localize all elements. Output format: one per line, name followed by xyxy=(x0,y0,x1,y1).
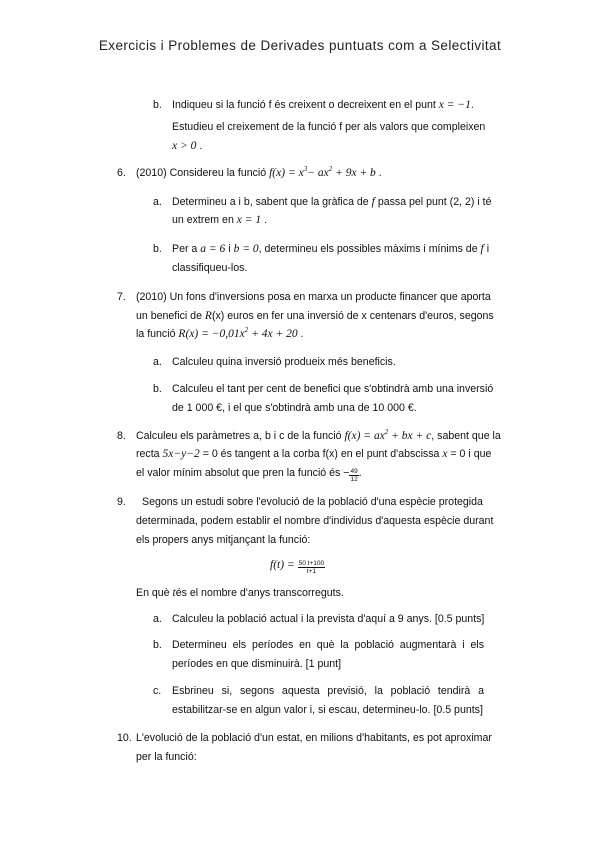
formula-lhs: f(t) = xyxy=(270,559,295,571)
item-b-line2: Estudieu el creixement de la funció f per als valors que compleixen xyxy=(172,121,486,133)
problem-6-text: (2010) Considereu la funció xyxy=(136,167,267,179)
item-b-line3: x > 0 . xyxy=(172,140,203,152)
formula-numerator: 50 t+100 xyxy=(298,560,325,567)
problem-9-line3: els propers anys mitjançant la funció: xyxy=(136,534,311,546)
p6-a-text-b: passa pel punt (2, 2) i té xyxy=(377,196,492,208)
min-denominator: 12 xyxy=(350,476,358,483)
p6-a-f: f xyxy=(371,196,375,208)
p6-a-text: Determineu a i b, sabent que la gràfica de xyxy=(172,196,369,208)
item-b-text: Indiqueu si la funció f és creixent o decreixent en el punt xyxy=(172,99,436,111)
problem-8-abscissa: x xyxy=(442,448,448,460)
problem-8-text-f: i que xyxy=(468,448,492,460)
p6-b-line2: classifiqueu-los. xyxy=(172,262,248,274)
p6-a-line1 xyxy=(172,195,491,209)
p6-b-math-a: a = 6 xyxy=(200,243,226,255)
problem-10-line2: per la funció: xyxy=(136,751,197,763)
p9-c-line1: Esbrineu si, segons aquesta previsió, la població tendirà a xyxy=(172,685,484,697)
p7-a-marker: a. xyxy=(153,356,162,368)
min-numerator: 49 xyxy=(350,468,358,475)
problem-8-line2: recta 5x−y−2 = 0 és tangent a la corba f(x) en el punt d'abscissa x = 0 i que xyxy=(136,448,492,460)
problem-7-Rx: R xyxy=(204,310,212,322)
p9-b-line2: períodes en que disminuirà. [1 punt] xyxy=(172,658,342,670)
p6-b-math-b: b = 0 xyxy=(233,243,259,255)
p9-c-line2: estabilitzar-se en algun valor i, si escau, determineu-lo. [0.5 punts] xyxy=(172,704,483,716)
p7-b-line2: de 1 000 €, i el que s'obtindrà amb una de 10 000 €. xyxy=(172,402,417,414)
problem-6-line1: (2010) Considereu la funció $f(x) = x^3- ax^2 + 9x + b$ . xyxy=(136,165,382,179)
p9-a-marker: a. xyxy=(153,613,162,625)
p9-b-marker: b. xyxy=(153,639,162,651)
p7-a-text: Calculeu quina inversió produeix més beneficis. xyxy=(172,356,396,368)
problem-9-line1: Segons un estudi sobre l'evolució de la població d'una espècie protegida xyxy=(142,496,483,508)
p6-b-line1 xyxy=(172,242,489,256)
problem-9-line2: determinada, podem establir el nombre d'individus d'aquesta espècie durant xyxy=(136,515,494,527)
p6-a-math: x = 1 xyxy=(236,214,262,226)
problem-7-text: un benefici de xyxy=(136,310,202,322)
problem-8-line3: el valor mínim absolut que pren la funció és − $\frac{49}{12}$ . xyxy=(136,467,362,483)
formula-fraction xyxy=(298,560,325,575)
problem-8-text-e: en el punt d'abscissa xyxy=(340,448,440,460)
problem-8-text: Calculeu els paràmetres a, b i c de la funció xyxy=(136,430,342,442)
item-b-math-2: x > 0 xyxy=(172,140,197,152)
problem-8-text-b: , sabent que la xyxy=(431,430,501,442)
problem-10-number: 10. xyxy=(117,732,132,744)
problem-6-formula: $f(x) = x^3- ax^2 + 9x + b$ xyxy=(269,165,376,179)
problem-10-line1: L'evolució de la població d'un estat, en milions d'habitants, es pot aproximar xyxy=(136,732,492,744)
p6-a-line2: un extrem en x = 1 . xyxy=(172,214,268,226)
p6-a-text-c: un extrem en xyxy=(172,214,234,226)
p9-b-line1: Determineu els períodes en què la població augmentarà i els xyxy=(172,639,484,651)
p9-a-text: Calculeu la població actual i la prevista d'aquí a 9 anys. [0.5 punts] xyxy=(172,613,485,625)
p6-b-text: Per a xyxy=(172,243,198,255)
formula-denominator: t+1 xyxy=(306,568,316,575)
problem-9-after xyxy=(136,586,344,600)
p7-b-line1: Calculeu el tant per cent de benefici que s'obtindrà amb una inversió xyxy=(172,383,494,395)
p9-c-marker: c. xyxy=(153,685,162,697)
problem-8-text-c: recta xyxy=(136,448,160,460)
problem-9-formula xyxy=(270,558,325,575)
problem-8-text-g: el valor mínim absolut que pren la funció és xyxy=(136,467,341,479)
problem-7-text-b: euros en fer una inversió de x centenars d'euros, segons xyxy=(227,310,494,322)
problem-8-line-eq: 5x−y−2 xyxy=(162,448,200,460)
p7-b-marker: b. xyxy=(153,383,162,395)
problem-7-line3: la funció $R(x) = -0,01x^2 + 4x + 20$ . xyxy=(136,326,304,340)
problem-7-line2: un benefici de R(x) euros en fer una inversió de x centenars d'euros, segons xyxy=(136,310,494,322)
problem-8-text-d: és tangent a la corba xyxy=(220,448,320,460)
page-header: Exercicis i Problemes de Derivades puntuats com a Selectivitat xyxy=(98,38,502,53)
problem-8-line1 xyxy=(136,429,501,443)
problem-8-number: 8. xyxy=(117,430,126,442)
problem-7-formula: $R(x) = -0,01x^2 + 4x + 20$ xyxy=(178,326,298,340)
p6-b-text-c: , determineu els possibles màxims i mínims de xyxy=(258,243,478,255)
problem-8-min-fraction xyxy=(349,468,358,483)
p6-b-text-i: i xyxy=(228,243,231,255)
problem-7-line1: (2010) Un fons d'inversions posa en marxa un producte financer que aporta xyxy=(136,291,491,303)
item-b-math: x = −1 xyxy=(438,99,471,111)
item-b-line1: Indiqueu si la funció f és creixent o decreixent en el punt x = −1. xyxy=(172,99,474,111)
problem-9-number: 9. xyxy=(117,496,126,508)
p6-b-f: f xyxy=(480,243,484,255)
problem-8-formula: $f(x) = ax^2$ + bx + c xyxy=(344,428,432,442)
after-text: En què xyxy=(136,587,170,599)
p6-b-text-d: i xyxy=(486,243,490,255)
problem-7-text-c: la funció xyxy=(136,328,176,340)
p6-a-marker: a. xyxy=(153,196,162,208)
after-t: t xyxy=(172,587,176,599)
problem-7-number: 7. xyxy=(117,291,126,303)
item-b-marker: b. xyxy=(153,99,162,111)
after-text-b: és el nombre d'anys transcorreguts. xyxy=(175,587,344,599)
p6-b-marker: b. xyxy=(153,243,162,255)
problem-6-number: 6. xyxy=(117,167,126,179)
